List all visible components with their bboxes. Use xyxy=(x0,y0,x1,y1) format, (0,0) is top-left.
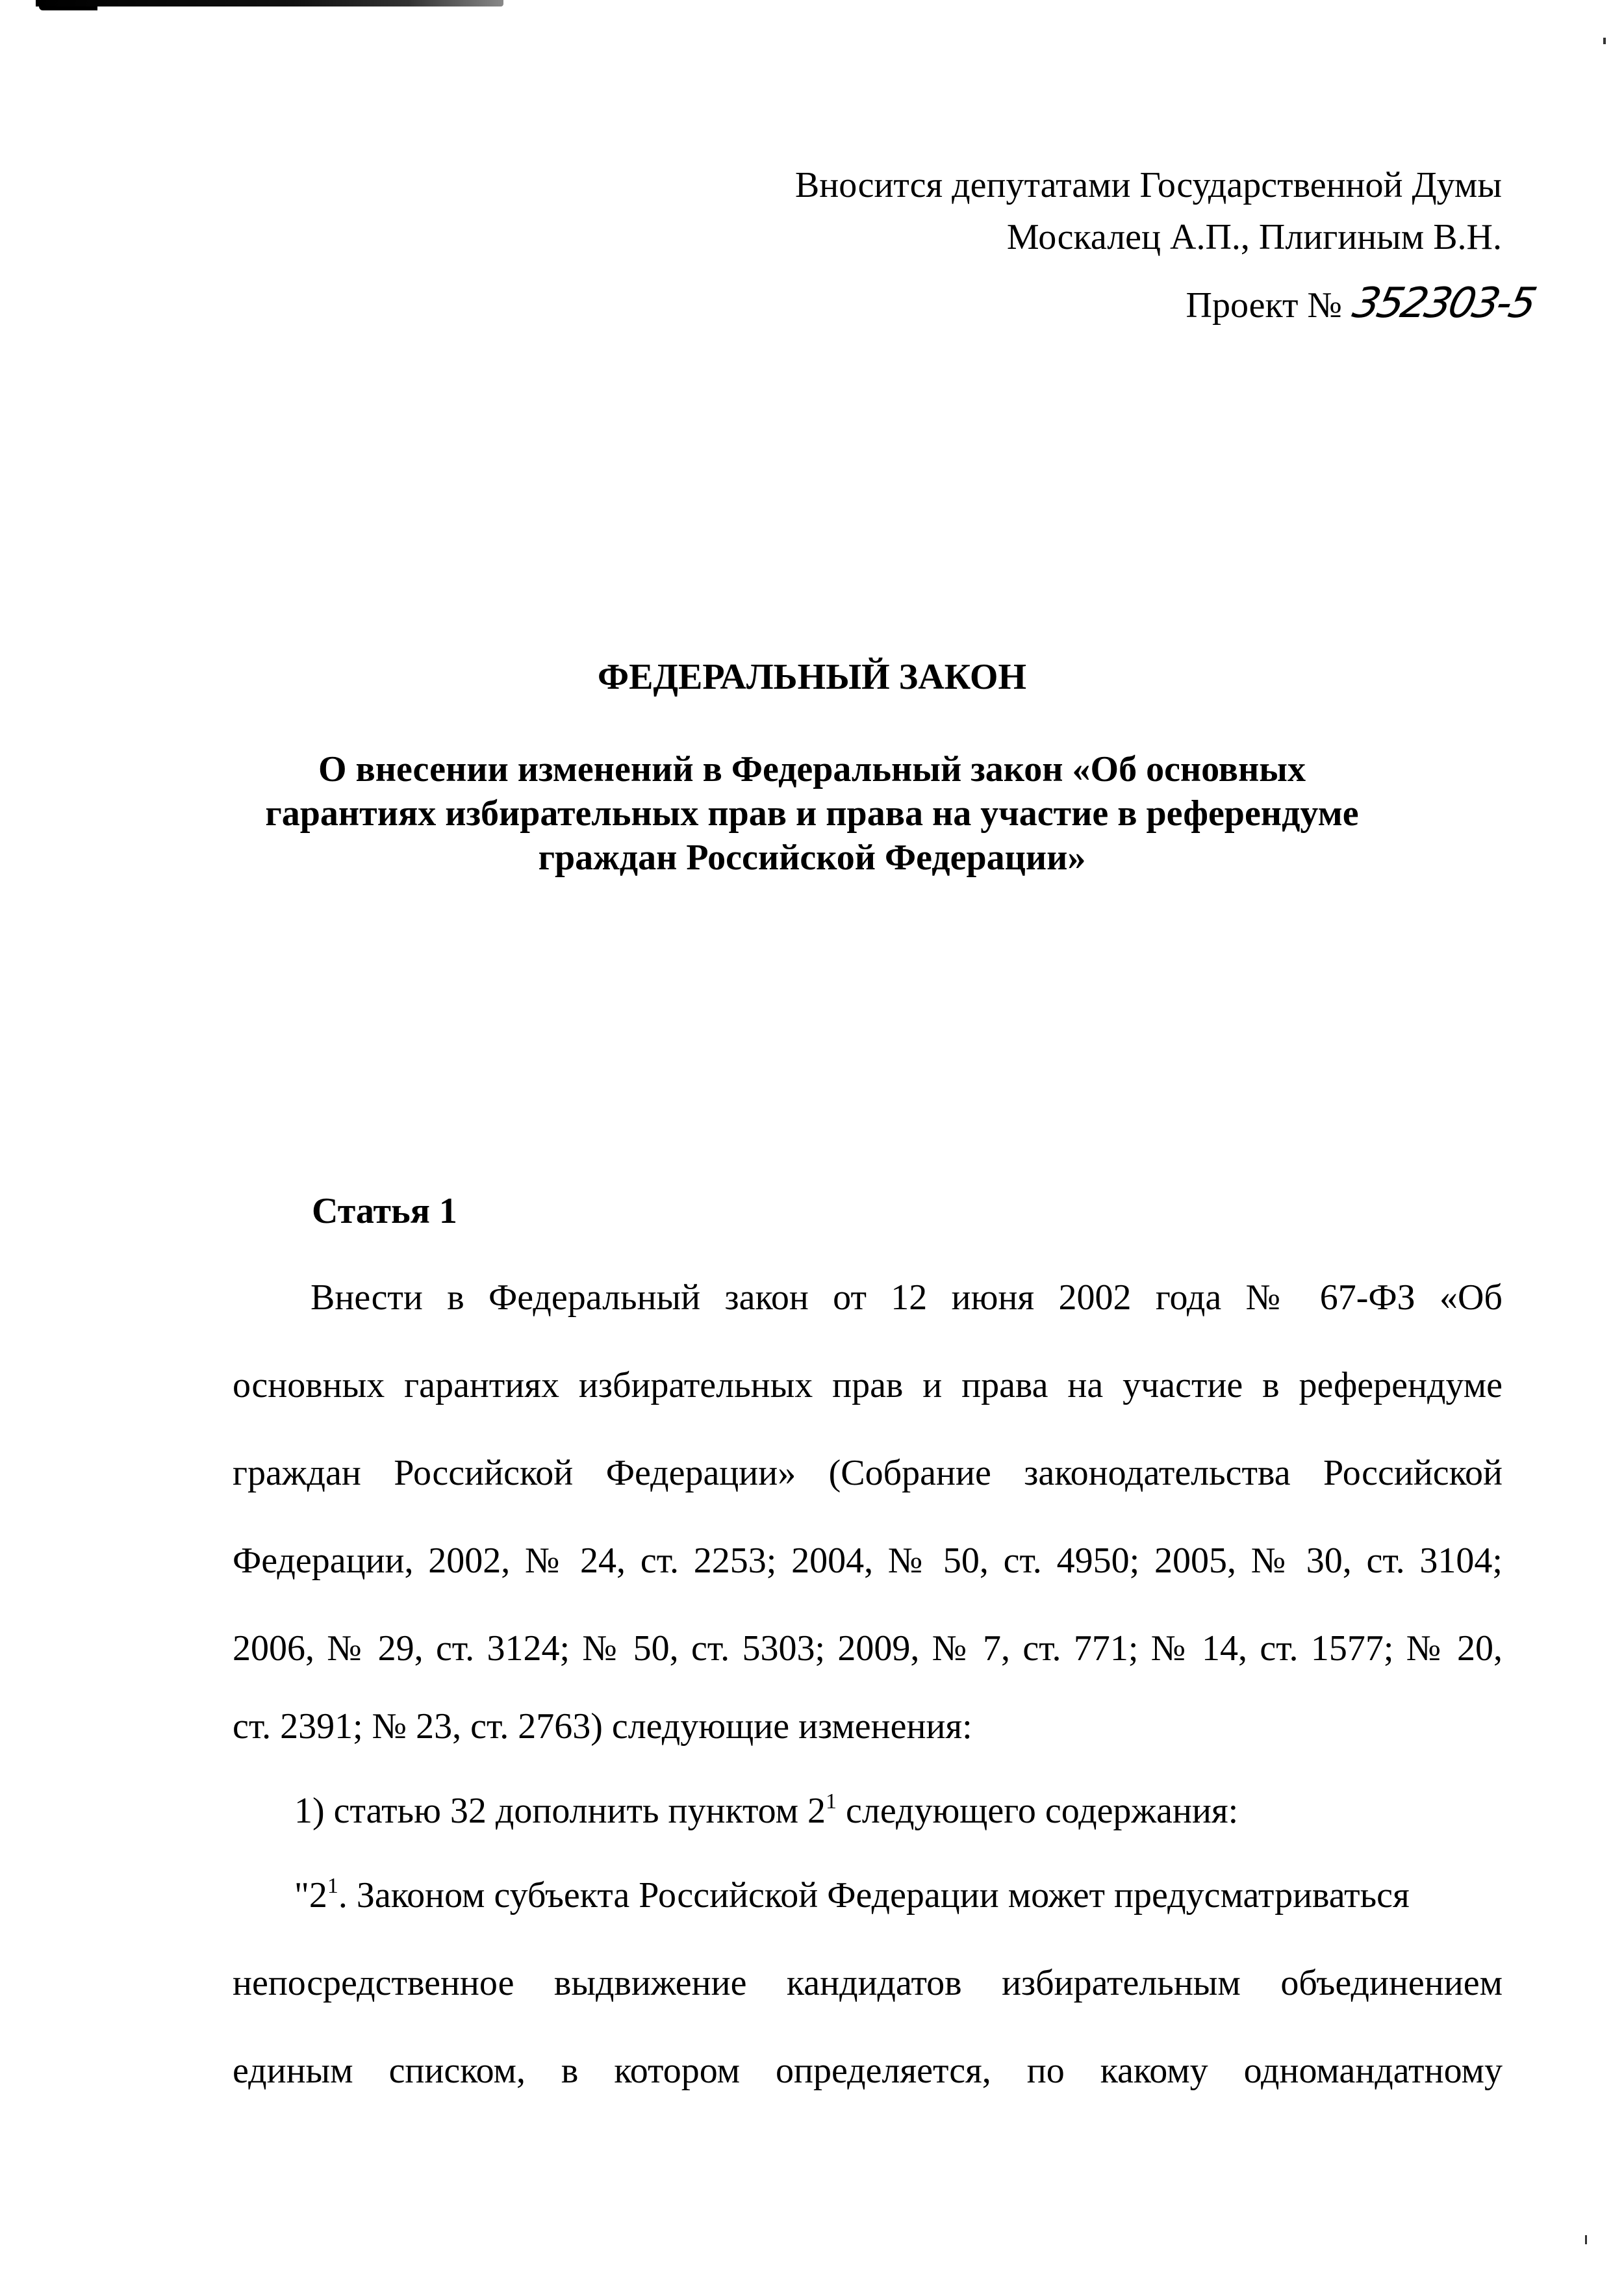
item1-superscript: 1 xyxy=(826,1789,837,1813)
project-label: Проект № xyxy=(1186,285,1342,326)
law-title-line1: О внесении изменений в Федеральный закон «Об основных xyxy=(318,749,1306,789)
body-line: ст. 2391; № 23, ст. 2763) следующие изменения: xyxy=(233,1706,972,1747)
law-type-heading: ФЕДЕРАЛЬНЫЙ ЗАКОН xyxy=(598,657,1026,697)
quoted-clause-line3: единым списком, в котором определяется, по какому одномандатному xyxy=(233,2051,1503,2091)
body-line: граждан Российской Федерации» (Собрание законодательства Российской xyxy=(233,1453,1503,1493)
amendment-item-1 xyxy=(233,1790,1503,1832)
body-line: 2006, № 29, ст. 3124; № 50, ст. 5303; 2009, № 7, ст. 771; № 14, ст. 1577; № 20, xyxy=(233,1628,1503,1669)
body-line: основных гарантиях избирательных прав и права на участие в референдуме xyxy=(233,1365,1503,1405)
quote-superscript: 1 xyxy=(327,1874,338,1898)
handwritten-project-number: 352303-5 xyxy=(1349,279,1538,327)
introduced-by-line2: Москалец А.П., Плигиным В.Н. xyxy=(1006,217,1502,257)
introduced-by xyxy=(795,159,1502,263)
scan-speck xyxy=(1603,38,1606,44)
project-number xyxy=(1186,279,1538,327)
body-line: Федерации, 2002, № 24, ст. 2253; 2004, № 50, ст. 4950; 2005, № 30, ст. 3104; xyxy=(233,1541,1503,1581)
scan-edge-artifact xyxy=(39,6,97,10)
scan-edge-artifact xyxy=(36,0,503,6)
article-heading: Статья 1 xyxy=(312,1191,457,1231)
quote-prefix: "2 xyxy=(294,1875,327,1915)
body-line: Внести в Федеральный закон от 12 июня 2002 года № 67-ФЗ «Об xyxy=(311,1277,1503,1318)
scan-speck xyxy=(1585,2235,1587,2244)
item1-suffix: следующего содержания: xyxy=(837,1791,1239,1831)
law-title-line3: граждан Российской Федерации» xyxy=(538,838,1086,878)
law-title-line2: гарантиях избирательных прав и права на участие в референдуме xyxy=(265,793,1359,834)
quote-line1-text: . Законом субъекта Российской Федерации может предусматриваться xyxy=(338,1875,1410,1915)
item1-text: 1) статью 32 дополнить пунктом 2 xyxy=(294,1791,826,1831)
law-title xyxy=(0,747,1624,880)
quoted-clause-line2: непосредственное выдвижение кандидатов избирательным объединением xyxy=(233,1963,1503,2003)
introduced-by-line1: Вносится депутатами Государственной Думы xyxy=(794,165,1502,205)
quoted-clause-line1 xyxy=(233,1875,1503,1916)
